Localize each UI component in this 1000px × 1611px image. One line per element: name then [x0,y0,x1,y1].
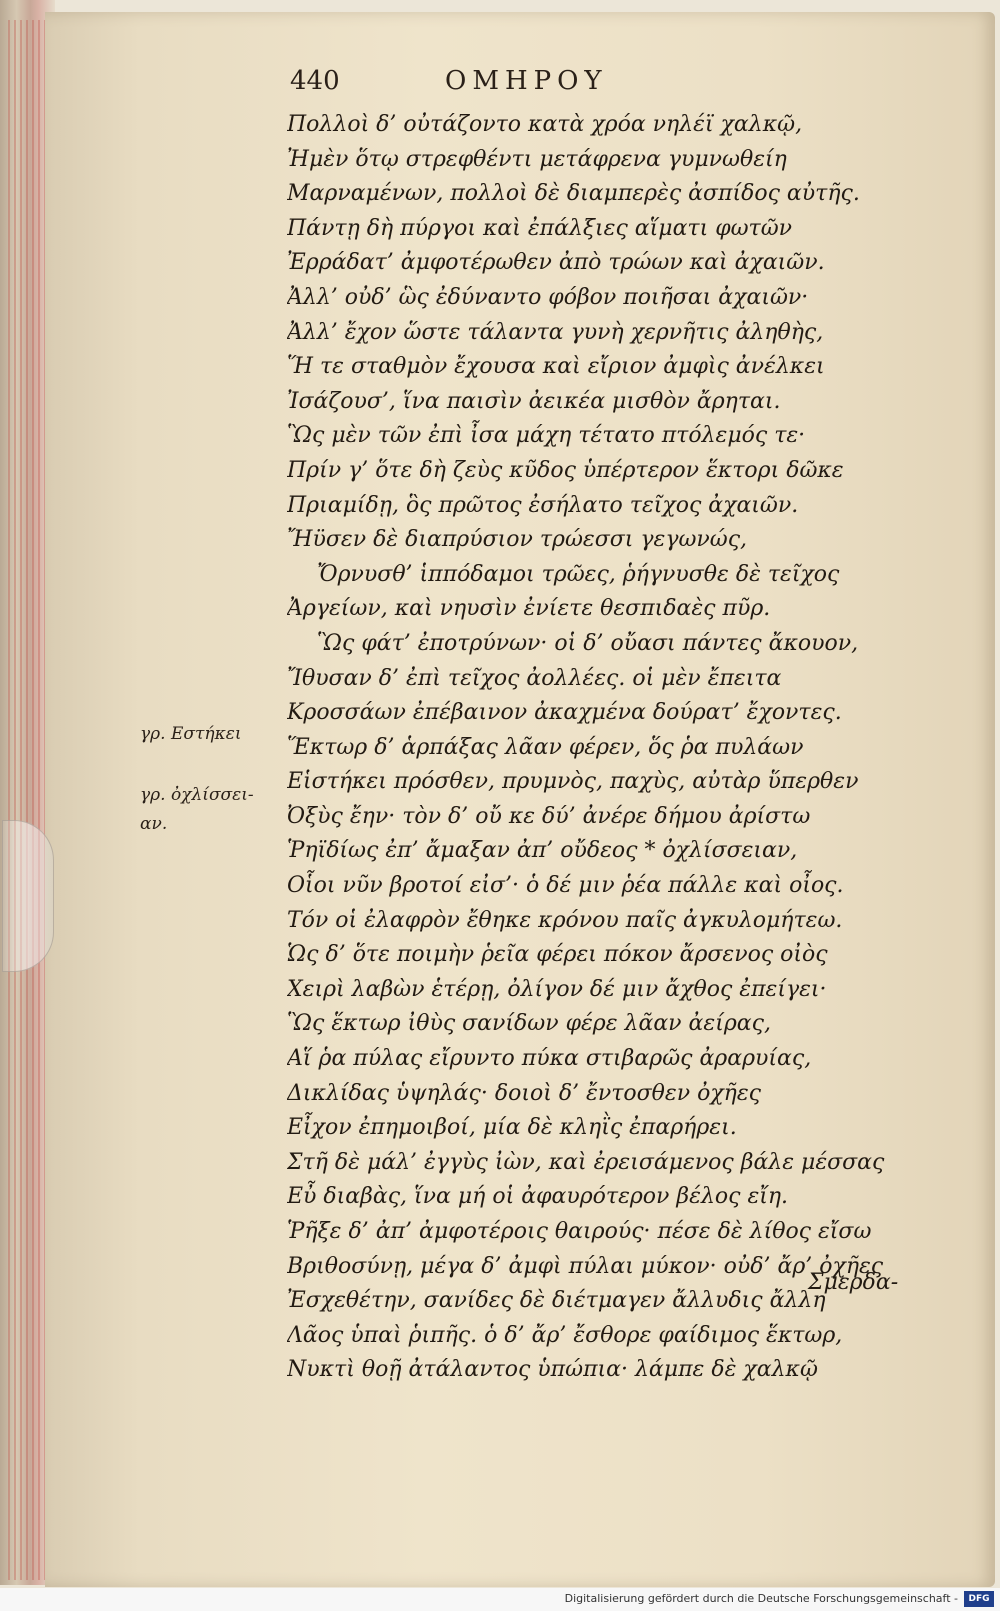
verse-line: Νυκτὶ θοῇ ἀτάλαντος ὑπώπια· λάμπε δὲ χαλκῷ [287,1357,818,1383]
page-number: 440 [290,66,340,96]
verse-line: Λᾶος ὑπαὶ ῥιπῆς. ὁ δ’ ἄρ’ ἔσθορε φαίδιμος ἕκτωρ, [287,1322,843,1348]
verse-line: Οἷοι νῦν βροτοί εἰσ’· ὁ δέ μιν ῥέα πάλλε καὶ οἶος. [287,873,844,899]
verse-line: Αἵ ῥα πύλας εἴρυντο πύκα στιβαρῶς ἀραρυίας, [287,1046,812,1072]
verse-line: Ἠμὲν ὅτῳ στρεφθέντι μετάφρενα γυμνωθείη [287,146,787,172]
verse-line: Μαρναμένων, πολλοὶ δὲ διαμπερὲς ἀσπίδος αὐτῆς. [287,181,860,207]
verse-line: Χειρὶ λαβὼν ἑτέρῃ, ὀλίγον δέ μιν ἄχθος ἐπείγει· [287,976,827,1002]
verse-line: Δικλίδας ὑψηλάς· δοιοὶ δ’ ἔντοσθεν ὀχῆες [287,1080,761,1106]
verse-line: Κροσσάων ἐπέβαινον ἀκαχμένα δούρατ’ ἔχοντες. [287,700,842,726]
verse-line: Ὡς δ’ ὅτε ποιμὴν ῥεῖα φέρει πόκον ἄρσενος οἰὸς [287,942,828,968]
verse-line: Ἀλλ’ ἔχον ὥστε τάλαντα γυνὴ χερνῆτις ἀληθὴς, [287,319,824,345]
verse-line: Ἤϋσεν δὲ διαπρύσιον τρώεσσι γεγωνώς, [287,527,748,553]
verse-line: Ἀλλ’ οὐδ’ ὣς ἐδύναντο φόβον ποιῆσαι ἀχαιῶν· [287,284,809,310]
verse-line: Πάντῃ δὴ πύργοι καὶ ἐπάλξιες αἵματι φωτῶν [287,215,793,241]
verse-line: Ἐσχεθέτην, σανίδες δὲ διέτμαγεν ἄλλυδις ἄλλη [287,1288,826,1314]
verse-line: Στῆ δὲ μάλ’ ἐγγὺς ἰὼν, καὶ ἐρεισάμενος βάλε μέσσας [287,1149,885,1175]
verse-line: Πρίν γ’ ὅτε δὴ ζεὺς κῦδος ὑπέρτερον ἕκτορι δῶκε [287,457,844,483]
margin-note-variant-reading-2-continued: αν. [140,814,168,834]
glass-clasp [2,820,54,972]
page-edge-stripes [8,20,48,1580]
verse-line: Ὣς μὲν τῶν ἐπὶ ἶσα μάχη τέτατο πτόλεμός τε· [287,423,806,449]
margin-note-variant-reading: γρ. Εστήκει [140,724,242,744]
dfg-logo: DFG [964,1591,994,1607]
verse-line: Ῥῆξε δ’ ἀπ’ ἀμφοτέροις θαιρούς· πέσε δὲ λίθος εἴσω [287,1219,872,1244]
verse-line: Εἶχον ἐπημοιβοί, μία δὲ κληῒς ἐπαρήρει. [287,1115,737,1141]
digitization-footer [0,1588,1000,1611]
verse-text-block [287,108,907,1388]
verse-line: Πριαμίδῃ, ὃς πρῶτος ἐσήλατο τεῖχος ἀχαιῶν. [287,492,799,518]
verse-line: Πολλοὶ δ’ οὐτάζοντο κατὰ χρόα νηλέϊ χαλκῷ, [287,112,803,137]
verse-line: Ἰσάζουσ’, ἵνα παισὶν ἀεικέα μισθὸν ἄρηται. [287,388,781,414]
margin-note-variant-reading-2: γρ. ὀχλίσσει- [140,785,254,805]
verse-line: Ὄρνυσθ’ ἱππόδαμοι τρῶες, ῥήγνυσθε δὲ τεῖχος [317,561,840,587]
verse-line: Ἀργείων, καὶ νηυσὶν ἐνίετε θεσπιδαὲς πῦρ. [287,596,771,622]
verse-line: Ῥηϊδίως ἐπ’ ἄμαξαν ἀπ’ οὔδεος * ὀχλίσσειαν, [287,838,798,864]
page-header [0,66,1000,106]
verse-line: Ἐρράδατ’ ἀμφοτέρωθεν ἀπὸ τρώων καὶ ἀχαιῶν. [287,250,825,276]
verse-line: Ὣς ἕκτωρ ἰθὺς σανίδων φέρε λᾶαν ἀείρας, [287,1011,771,1037]
footer-credit: Digitalisierung gefördert durch die Deutsche Forschungsgemeinschaft - [564,1592,958,1605]
verse-line: Ἴθυσαν δ’ ἐπὶ τεῖχος ἀολλέες. οἱ μὲν ἔπειτα [287,665,782,691]
verse-line: Εὖ διαβὰς, ἵνα μή οἱ ἀφαυρότερον βέλος εἴη. [287,1184,789,1210]
verse-line: Βριθοσύνῃ, μέγα δ’ ἀμφὶ πύλαι μύκον· οὐδ’ ἄρ’ ὀχῆες [287,1253,884,1279]
verse-line: Ὀξὺς ἔην· τὸν δ’ οὔ κε δύ’ ἀνέρε δήμου ἀρίστω [287,803,811,829]
verse-line: Ἕκτωρ δ’ ἁρπάξας λᾶαν φέρεν, ὅς ῥα πυλάων [287,734,804,760]
running-title: ΟΜΗΡΟΥ [445,66,608,96]
verse-line: Ἥ τε σταθμὸν ἔχουσα καὶ εἴριον ἀμφὶς ἀνέλκει [287,354,825,380]
catchword: Σμερδα- [808,1270,899,1295]
verse-line: Εἱστήκει πρόσθεν, πρυμνὸς, παχὺς, αὐτὰρ ὕπερθεν [287,769,859,795]
verse-line: Τόν οἱ ἐλαφρὸν ἔθηκε κρόνου παῖς ἀγκυλομήτεω. [287,907,843,933]
verse-line: Ὣς φάτ’ ἐποτρύνων· οἱ δ’ οὔασι πάντες ἄκουον, [317,630,859,656]
